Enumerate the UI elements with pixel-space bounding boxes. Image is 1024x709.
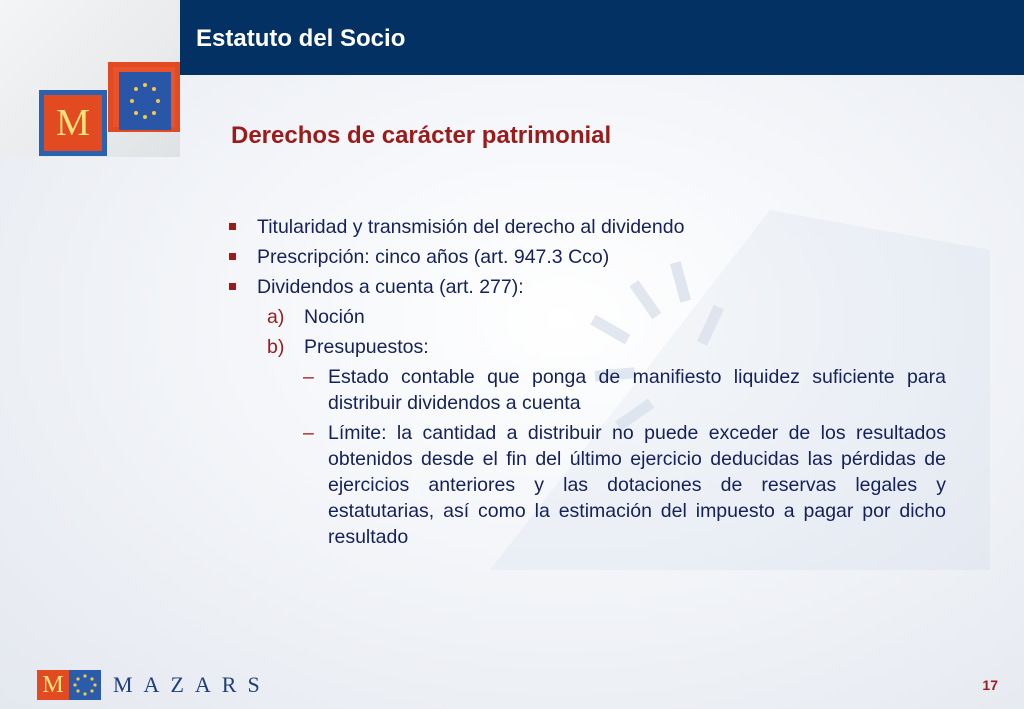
logo-m-box: M [37,670,69,700]
logo-stars-box [69,670,101,700]
sub-item-text: Presupuestos: [304,336,429,358]
square-bullet-icon [229,223,236,230]
sub-item [226,334,946,360]
dash-item [226,364,946,416]
square-bullet-icon [229,283,236,290]
mazars-cube-image [0,0,180,157]
bullet-text: Titularidad y transmisión del derecho al dividendo [257,216,685,238]
bullet-item [226,244,946,270]
square-bullet-icon [229,253,236,260]
slide-content [226,214,946,554]
slide-subtitle: Derechos de carácter patrimonial [231,122,612,149]
stars-circle-icon [69,670,101,700]
m-letter: M [44,95,102,151]
page-number: 17 [982,677,998,693]
bullet-text: Prescripción: cinco años (art. 947.3 Cco) [257,246,610,268]
dash-item-text: Límite: la cantidad a distribuir no puede exceder de los resultados obtenidos desde el fin del último ejercicio deducidas las pérdidas de ejercicios anteriores y las dotaciones de reservas legales y estatutarias, así como la estimación del impuesto a pagar por dicho resultado [328,422,946,548]
mazars-logo [37,670,271,700]
sub-item-text: Noción [304,306,365,328]
stars-circle-icon [119,72,171,130]
dash-marker: – [303,366,314,388]
dash-item-text: Estado contable que ponga de manifiesto liquidez suficiente para distribuir dividendos a cuenta [328,366,946,414]
logo-text: MAZARS [113,672,271,697]
bullet-text: Dividendos a cuenta (art. 277): [257,276,524,298]
cube-back [108,62,180,132]
header-bar [180,0,1024,75]
dash-marker: – [303,422,314,444]
page-title: Estatuto del Socio [196,25,406,52]
sub-item [226,304,946,330]
dash-item [226,420,946,550]
cube-front [39,90,107,156]
sub-item-marker: a) [267,306,285,328]
bullet-item [226,214,946,240]
sub-item-marker: b) [267,336,285,358]
bullet-item [226,274,946,300]
